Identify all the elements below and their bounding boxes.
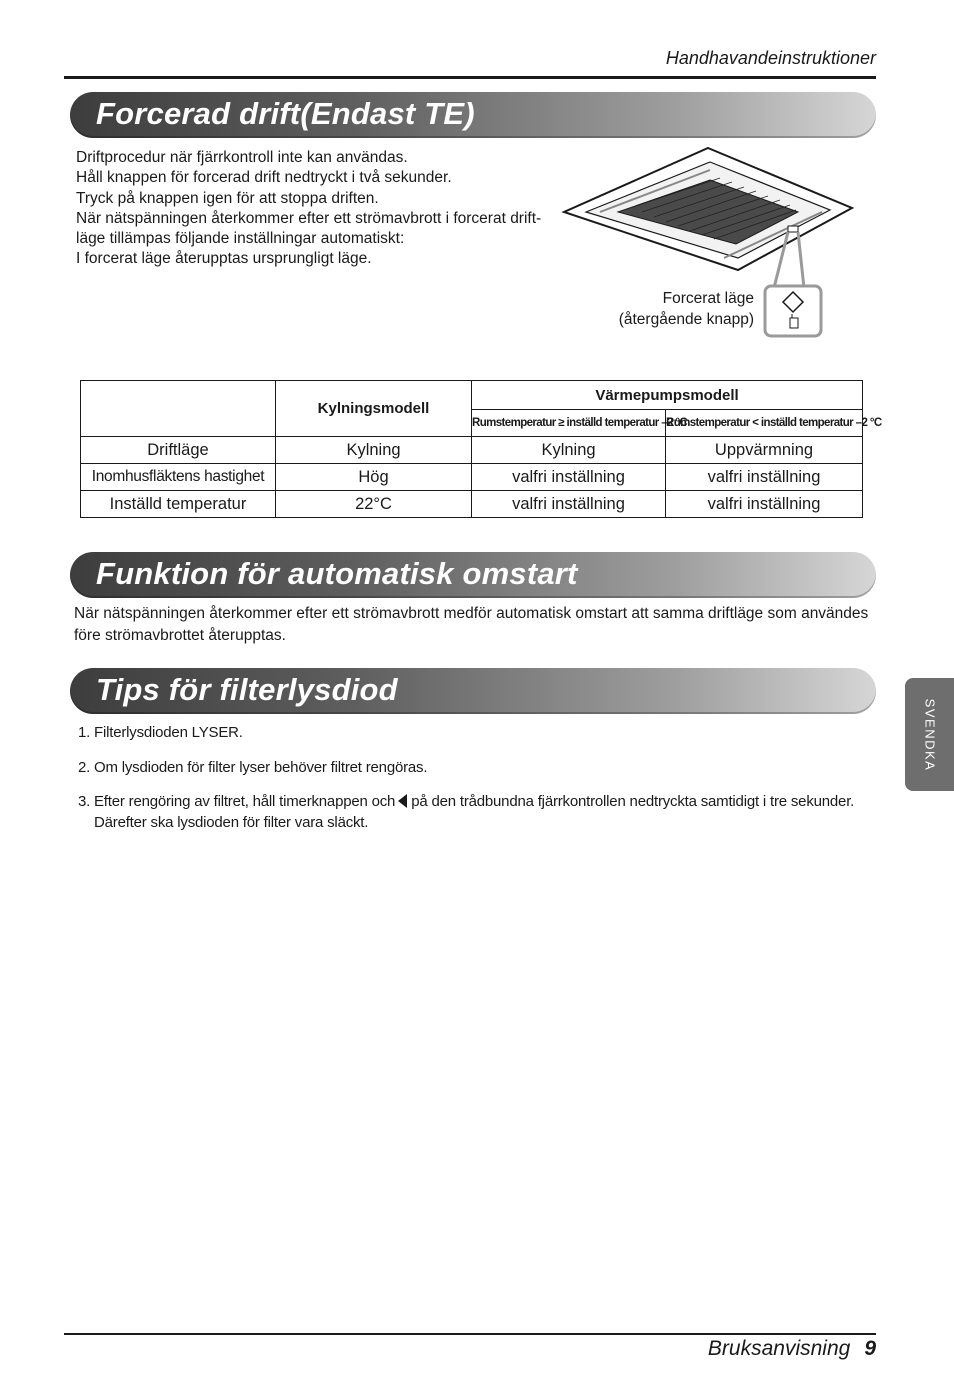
intro-line: läge tillämpas följande inställningar automatiskt: — [76, 230, 405, 248]
tip-text: Om lysdioden för filter lyser behöver filtret rengöras. — [94, 759, 428, 776]
intro-line: När nätspänningen återkommer efter ett strömavbrott i forcerat drift- — [76, 209, 542, 227]
cell-hp-ge: Kylning — [472, 437, 666, 464]
tip-text: Filterlysdioden LYSER. — [94, 724, 243, 741]
section-banner-auto-restart — [70, 552, 876, 598]
section-banner-filter-led — [70, 668, 876, 714]
page-footer — [708, 1337, 876, 1361]
left-arrow-icon — [398, 794, 407, 808]
row-label: Inställd temperatur — [81, 491, 276, 518]
intro-line: Driftprocedur när fjärrkontroll inte kan användas. — [76, 149, 408, 166]
page-number: 9 — [864, 1337, 876, 1360]
tip-text: på den trådbundna fjärrkontrollen nedtryckta samtidigt i tre sekunder. — [411, 793, 855, 810]
column-header-cooling: Kylningsmodell — [276, 381, 472, 437]
cell-hp-lt: valfri inställning — [666, 464, 863, 491]
subheader-room-ge: Rumstemperatur ≥ inställd temperatur –2 °C — [472, 410, 666, 437]
forced-button-caption — [619, 288, 754, 330]
forced-operation-intro — [76, 148, 566, 270]
auto-restart-text: När nätspänningen återkommer efter ett strömavbrott medför automatisk omstart att samma driftläge som användes före strömavbrottet återupptas. — [74, 605, 869, 644]
list-item — [78, 791, 854, 833]
tip-text: Efter rengöring av filtret, håll timerknappen och — [94, 793, 396, 810]
caption-line: (återgående knapp) — [618, 311, 754, 328]
tip-number: 3. — [78, 793, 91, 810]
footer-rule — [64, 1333, 876, 1335]
row-label: Driftläge — [81, 437, 276, 464]
intro-line: Håll knappen för forcerad drift nedtryckt i två sekunder. — [76, 169, 452, 187]
cell-cooling: Kylning — [276, 437, 472, 464]
table-corner-cell — [81, 381, 276, 437]
cell-hp-lt: Uppvärmning — [666, 437, 863, 464]
header-rule — [64, 76, 876, 79]
cell-hp-ge: valfri inställning — [472, 491, 666, 518]
footer-label: Bruksanvisning — [707, 1337, 851, 1360]
cell-hp-ge: valfri inställning — [472, 464, 666, 491]
tip-text: Därefter ska lysdioden för filter vara släckt. — [94, 814, 369, 831]
cell-cooling: 22°C — [276, 491, 472, 518]
table-row — [81, 437, 863, 464]
table-row — [81, 491, 863, 518]
list-item — [78, 722, 243, 743]
running-header: Handhavandeinstruktioner — [665, 48, 876, 68]
tip-number: 1. — [78, 724, 91, 741]
language-tab-label: SVENDKA — [922, 698, 937, 771]
row-label: Inomhusfläktens hastighet — [81, 464, 276, 491]
table-row — [81, 464, 863, 491]
cell-cooling: Hög — [276, 464, 472, 491]
subheader-room-lt: Rumstemperatur < inställd temperatur –2 °C — [666, 410, 863, 437]
cell-hp-lt: valfri inställning — [666, 491, 863, 518]
language-tab — [905, 678, 954, 791]
section-banner-forced-operation — [70, 92, 876, 138]
section-title: Funktion för automatisk omstart — [96, 556, 578, 591]
section-title: Forcerad drift(Endast TE) — [96, 96, 475, 131]
intro-line: I forcerat läge återupptas ursprungligt läge. — [76, 250, 372, 268]
tip-number: 2. — [78, 759, 91, 776]
column-header-heatpump: Värmepumpsmodell — [472, 381, 863, 410]
intro-line: Tryck på knappen igen för att stoppa driften. — [76, 189, 379, 207]
section-title: Tips för filterlysdiod — [96, 672, 398, 707]
caption-line: Forcerat läge — [662, 290, 754, 307]
list-item — [78, 757, 427, 778]
forced-settings-table — [80, 380, 882, 518]
